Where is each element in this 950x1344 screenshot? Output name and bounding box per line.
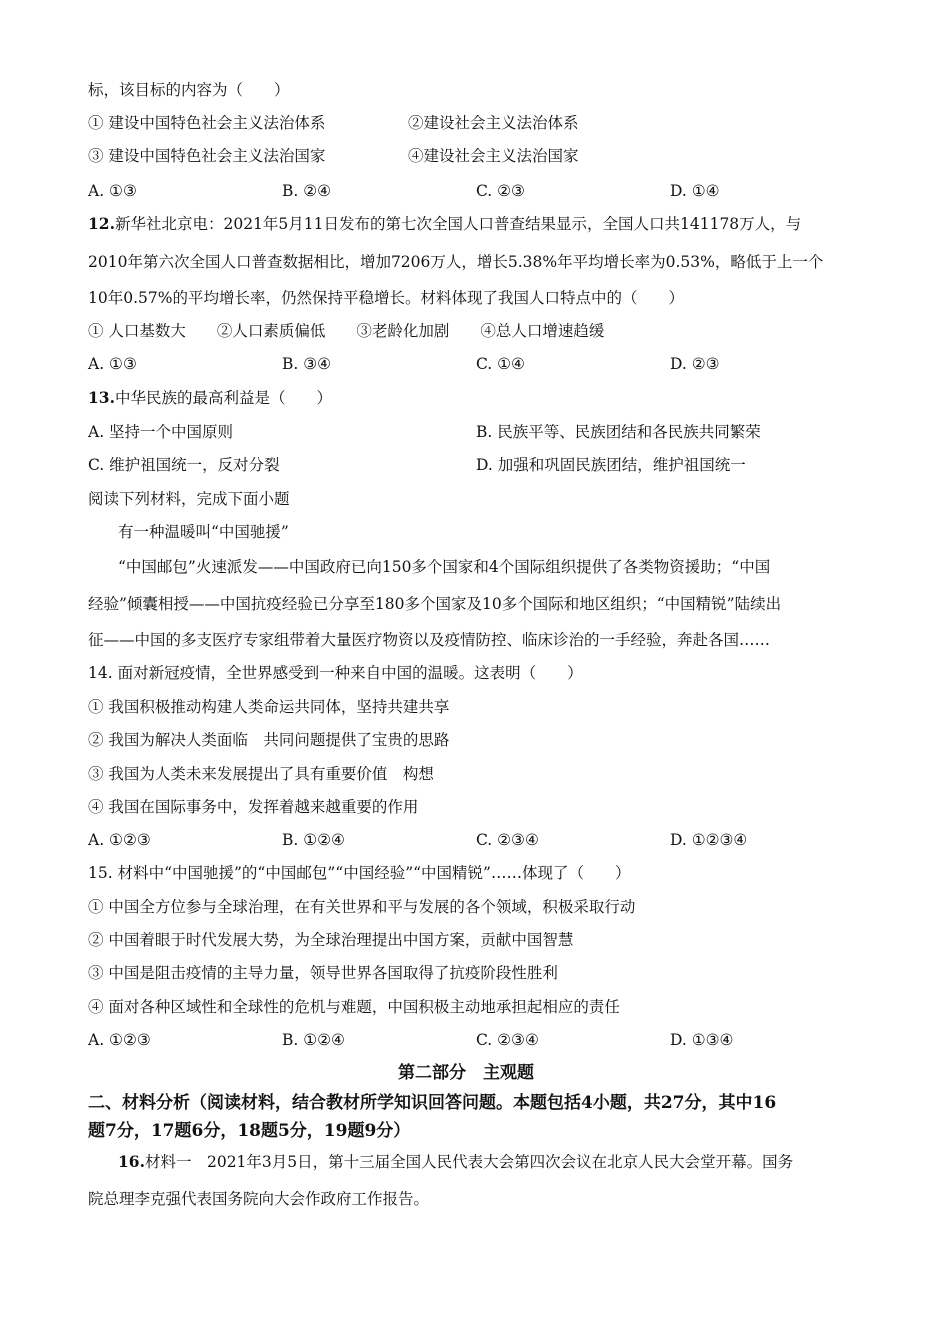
q14-item-4: ④ 我国在国际事务中，发挥着越来越重要的作用: [88, 798, 419, 816]
q13-option-b: B. 民族平等、民族团结和各民族共同繁荣: [476, 423, 761, 441]
part2-title: 第二部分 主观题: [398, 1063, 534, 1083]
q11-item-4: ④建设社会主义法治国家: [408, 147, 579, 165]
q11-stem-tail: 标，该目标的内容为（ ）: [88, 81, 290, 99]
q12-line-3: 10年0.57%的平均增长率，仍然保持平稳增长。材料体现了我国人口特点中的（ ）: [88, 289, 684, 307]
q13-number: 13.: [88, 388, 115, 407]
q11-item-3: ③ 建设中国特色社会主义法治国家: [88, 147, 326, 165]
q14-option-b: B. ①②④: [282, 831, 345, 849]
q14-stem: 14. 面对新冠疫情，全世界感受到一种来自中国的温暖。这表明（ ）: [88, 664, 583, 682]
q12-option-b: B. ③④: [282, 355, 332, 373]
material-line-3: 征——中国的多支医疗专家组带着大量医疗物资以及疫情防控、临床诊治的一手经验，奔赴各国……: [88, 631, 771, 649]
material-line-2: 经验”倾囊相授——中国抗疫经验已分享至180多个国家及10多个国际和地区组织；“中国精锐”陆续出: [88, 595, 782, 613]
material-intro: 阅读下列材料，完成下面小题: [88, 490, 290, 508]
q11-option-a: A. ①③: [88, 182, 137, 200]
q13-option-a: A. 坚持一个中国原则: [88, 423, 234, 441]
part2-section-line-2: 题7分，17题6分，18题5分，19题9分）: [88, 1121, 411, 1141]
q12-number: 12.: [88, 214, 115, 233]
q14-item-1: ① 我国积极推动构建人类命运共同体，坚持共建共享: [88, 698, 450, 716]
q12-option-c: C. ①④: [476, 355, 525, 373]
q15-item-2: ② 中国着眼于时代发展大势，为全球治理提出中国方案，贡献中国智慧: [88, 931, 574, 949]
q15-stem: 15. 材料中“中国驰援”的“中国邮包”“中国经验”“中国精锐”……体现了（ ）: [88, 864, 631, 882]
q14-option-d: D. ①②③④: [670, 831, 748, 849]
q11-option-d: D. ①④: [670, 182, 720, 200]
q15-option-c: C. ②③④: [476, 1031, 539, 1049]
material-title: 有一种温暖叫“中国驰援”: [118, 523, 289, 541]
material-line-1: “中国邮包”火速派发——中国政府已向150多个国家和4个国际组织提供了各类物资援助；“中国: [118, 558, 771, 576]
q14-item-2: ② 我国为解决人类面临 共同问题提供了宝贵的思路: [88, 731, 450, 749]
q15-option-d: D. ①③④: [670, 1031, 734, 1049]
q14-item-3: ③ 我国为人类未来发展提出了具有重要价值 构想: [88, 765, 434, 783]
q14-option-c: C. ②③④: [476, 831, 539, 849]
q12-option-d: D. ②③: [670, 355, 720, 373]
q15-option-a: A. ①②③: [88, 1031, 151, 1049]
q15-option-b: B. ①②④: [282, 1031, 345, 1049]
q15-item-4: ④ 面对各种区域性和全球性的危机与难题，中国积极主动地承担起相应的责任: [88, 998, 620, 1016]
q13-stem: 13.中华民族的最高利益是（ ）: [88, 388, 332, 407]
q11-option-c: C. ②③: [476, 182, 525, 200]
q12-items: ① 人口基数大 ②人口素质偏低 ③老龄化加剧 ④总人口增速趋缓: [88, 322, 605, 340]
q13-option-d: D. 加强和巩固民族团结，维护祖国统一: [476, 456, 746, 474]
q12-option-a: A. ①③: [88, 355, 137, 373]
q16-line-2: 院总理李克强代表国务院向大会作政府工作报告。: [88, 1190, 430, 1208]
q12-line-2: 2010年第六次全国人口普查数据相比，增加7206万人，增长5.38%年平均增长率为0.53%，略低于上一个: [88, 253, 824, 271]
part2-section-line-1: 二、材料分析（阅读材料，结合教材所学知识回答问题。本题包括4小题，共27分，其中16: [88, 1093, 777, 1113]
q11-item-1: ① 建设中国特色社会主义法治体系: [88, 114, 326, 132]
q16-number: 16.: [118, 1152, 145, 1171]
q15-item-1: ① 中国全方位参与全球治理，在有关世界和平与发展的各个领域，积极采取行动: [88, 898, 636, 916]
q12-line-1: 12.新华社北京电：2021年5月11日发布的第七次全国人口普查结果显示，全国人口共141178万人，与: [88, 214, 802, 233]
q13-option-c: C. 维护祖国统一，反对分裂: [88, 456, 280, 474]
q14-option-a: A. ①②③: [88, 831, 151, 849]
q11-option-b: B. ②④: [282, 182, 332, 200]
q11-item-2: ②建设社会主义法治体系: [408, 114, 579, 132]
q15-item-3: ③ 中国是阻击疫情的主导力量，领导世界各国取得了抗疫阶段性胜利: [88, 964, 558, 982]
q16-line-1: 16.材料一 2021年3月5日，第十三届全国人民代表大会第四次会议在北京人民大会堂开幕。国务: [118, 1152, 794, 1171]
